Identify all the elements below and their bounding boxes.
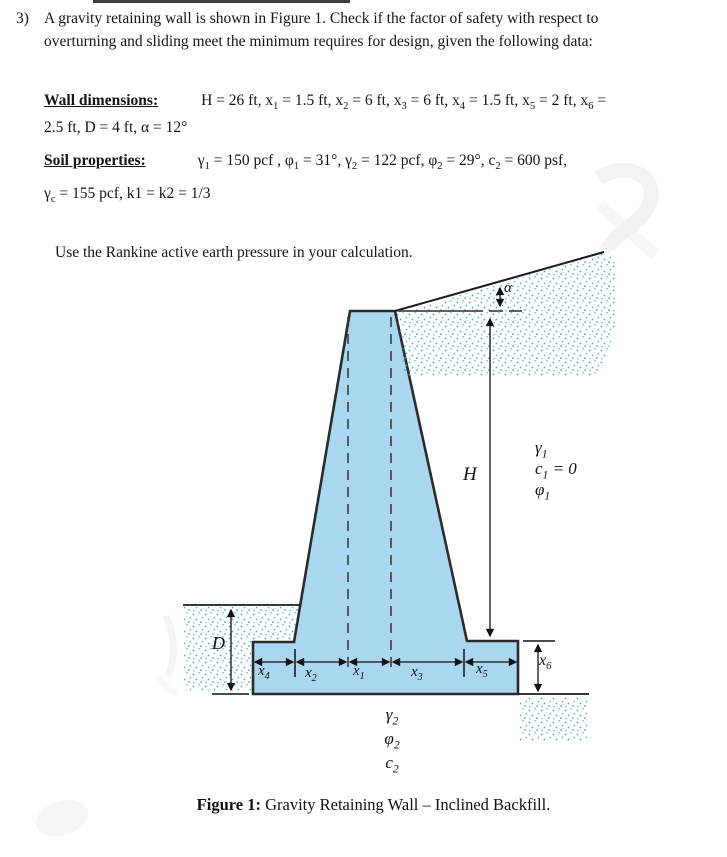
figure-caption-number: Figure 1:	[196, 795, 261, 814]
alpha-angle-label: α	[504, 280, 512, 296]
embedment-depth-label: D	[212, 633, 225, 653]
gamma2-label: $\gamma_2$	[385, 705, 399, 728]
problem-statement-line2: overturning and sliding meet the minimum requires for design, given the following data:	[44, 33, 593, 50]
backfill-dots	[397, 253, 615, 377]
instruction-line: Use the Rankine active earth pressure in your calculation.	[55, 244, 413, 261]
right-soil-dots	[520, 698, 587, 741]
wall-dimensions-line2: 2.5 ft, D = 4 ft, α = 12°	[44, 119, 188, 136]
c1-label: $c_1 = 0$	[535, 459, 577, 482]
c2-label: $c_2$	[385, 753, 399, 776]
soil-properties-heading: Soil properties:	[44, 152, 146, 169]
figure-caption	[20, 795, 727, 815]
x4-label: $x_4$	[258, 663, 270, 682]
problem-number: 3)	[16, 10, 29, 27]
phi1-label: $\varphi_1$	[535, 480, 551, 503]
x2-label: $x_2$	[305, 665, 317, 684]
wall-dimensions-values: H = 26 ft, $x_1 = 1.5$ ft, $x_2 = 6$ ft, $x_3 = 6$ ft, $x_4 = 1.5$ ft, $x_5 = 2$ ft, $x_6$ =	[201, 92, 607, 113]
problem-statement-line1: A gravity retaining wall is shown in Figure 1. Check if the factor of safety with respect to	[44, 10, 599, 27]
foundation-soil-properties-label	[371, 703, 413, 775]
backfill-soil-properties-label	[535, 437, 577, 503]
figure-caption-text: Gravity Retaining Wall – Inclined Backfill.	[260, 795, 551, 814]
x3-label: $x_3$	[411, 664, 423, 683]
soil-properties-values: $\gamma_1 = 150$ pcf , $\varphi_1 = 31^\circ$, $\gamma_2 = 122$ pcf, $\varphi_2 = 29^\circ$, $c_2 = 600$ psf,	[197, 152, 568, 173]
phi2-label: $\varphi_2$	[384, 729, 400, 752]
wall-dimensions-heading: Wall dimensions:	[44, 92, 159, 109]
soil-properties-line2: $\gamma_c = 155$ pcf, k1 = k2 = 1/3	[44, 185, 211, 206]
gamma1-label: $\gamma_1$	[535, 438, 548, 461]
x6-label: $x_6$	[539, 652, 552, 673]
wall-height-label: H	[463, 464, 477, 485]
x5-label: $x_5$	[476, 661, 488, 680]
x1-label: $x_1$	[353, 663, 365, 682]
